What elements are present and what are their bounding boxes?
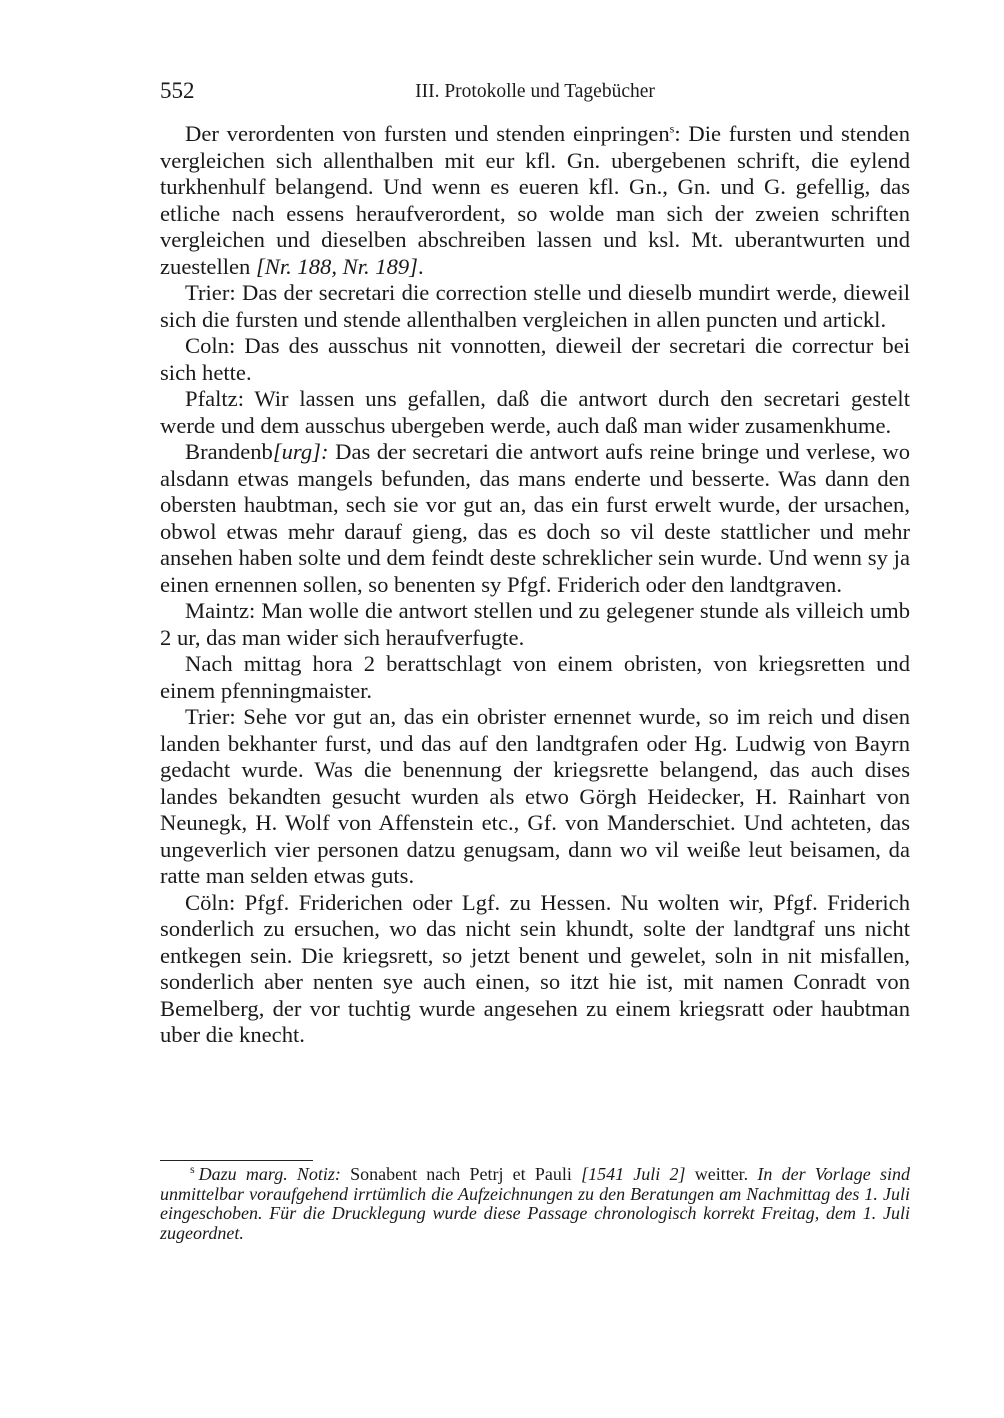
- paragraph-9: Cöln: Pfgf. Friderichen oder Lgf. zu Hessen. Nu wolten wir, Pfgf. Friderich sonderlich zu ersuchen, wo das nicht sein khundt, solte der landtgraf uns nicht entkegen sein. Die kriegsrett, so jetzt benent und gewelet, soln in nit misfallen, sonderlich aber nenten sye auch einen, so itzt hie ist, mit namen Conradt von Bemelberg, der vor tuchtig wurde angesehen zu einem kriegsratt oder haubtman uber die knecht.: [160, 889, 910, 1047]
- body-text: [160, 121, 910, 1049]
- paragraph-5-editorial: [urg]:: [272, 439, 329, 464]
- paragraph-1-citation: [Nr. 188, Nr. 189]: [255, 253, 418, 279]
- paragraph-4: Pfaltz: Wir lassen uns gefallen, daß die antwort durch den secretari gestelt werde und dem ausschus ubergeben werde, auch daß man wider zusamenkhume.: [160, 386, 910, 438]
- paragraph-1-text-a: Der verordenten von fursten und stenden einpringen: [185, 121, 670, 146]
- paragraph-1-text-d: .: [417, 253, 424, 279]
- paragraph-5: [160, 439, 910, 598]
- footnote-marker: s: [190, 1162, 195, 1176]
- paragraph-6: Maintz: Man wolle die antwort stellen und zu gelegener stunde als villeich umb 2 ur, das man wider sich heraufverfugte.: [160, 598, 910, 650]
- paragraph-5-text-a: Brandenb: [185, 439, 273, 464]
- page-header: [160, 78, 910, 108]
- paragraph-1: [160, 121, 910, 280]
- footnote-text-a: Sonabent nach Petrj et Pauli: [340, 1164, 582, 1184]
- paragraph-1-text-b: : Die fursten und stenden vergleichen sich allenthalben mit eur kfl. Gn. ubergebenen schrift, die eylend turkhenhulf belangend. Und wenn es eueren kfl. Gn., Gn. und G. gefellig, das etliche nach essens heraufverordent, so wolde man sich der zweien schriften vergleichen und dieselben abschreiben lassen und ksl. Mt. uberantwurten und zuestellen: [160, 121, 911, 279]
- page-number: 552: [160, 78, 195, 103]
- footnote-divider: [160, 1160, 313, 1161]
- footnote-date: [1541 Juli 2]: [581, 1164, 686, 1184]
- footnote-reference: s: [669, 121, 675, 136]
- paragraph-7: Nach mittag hora 2 berattschlagt von einem obristen, von kriegsretten und einem pfenningmaister.: [160, 651, 910, 703]
- paragraph-8: Trier: Sehe vor gut an, das ein obrister ernennet wurde, so im reich und disen landen bekhanter furst, und das auf den landtgrafen oder Hg. Ludwig von Bayrn gedacht wurde. Was die benennung der kriegsrette belangend, das auch dises landes bekandten gesucht wurden als etwo Görgh Heidecker, H. Rainhart von Neunegk, H. Wolf von Affenstein etc., Gf. von Manderschiet. Und achteten, das ungeverlich vier personen datzu genugsam, dann wo vil weiße leut beisamen, da ratte man selden etwas guts.: [160, 704, 910, 888]
- footnote-text-b: weitter.: [685, 1164, 758, 1184]
- footnote: [160, 1162, 910, 1243]
- paragraph-3: Coln: Das des ausschus nit vonnotten, dieweil der secretari die correctur bei sich hette.: [160, 333, 910, 385]
- footnote-italic-c: In der Vorlage sind unmittelbar voraufgehend irrtümlich die Aufzeichnungen zu den Beratungen am Nachmittag des 1. Juli eingeschoben. Für die Drucklegung wurde diese Passage chronologisch korrekt Freitag, dem 1. Juli zugeordnet.: [160, 1164, 910, 1243]
- footnote-italic-a: Dazu marg. Notiz:: [198, 1164, 341, 1184]
- running-title: III. Protokolle und Tagebücher: [415, 81, 655, 102]
- paragraph-5-text-c: Das der secretari die antwort aufs reine bringe und verlese, wo alsdann etwas mangels befunden, das mans enderte und besserte. Was dann den obersten haubtman, sech sie vor gut an, das ein furst erwelt wurde, der ursachen, obwol etwas mehr darauf gieng, das es doch so vil deste stattlicher und mehr ansehen haben solte und dem feindt deste schreklicher sein wurde. Und wenn sy ja einen ernennen sollen, so benenten sy Pfgf. Friderich oder den landtgraven.: [160, 439, 910, 597]
- paragraph-2: Trier: Das der secretari die correction stelle und dieselb mundirt werde, dieweil sich die fursten und stende allenthalben vergleichen in allen puncten und artickl.: [160, 280, 910, 332]
